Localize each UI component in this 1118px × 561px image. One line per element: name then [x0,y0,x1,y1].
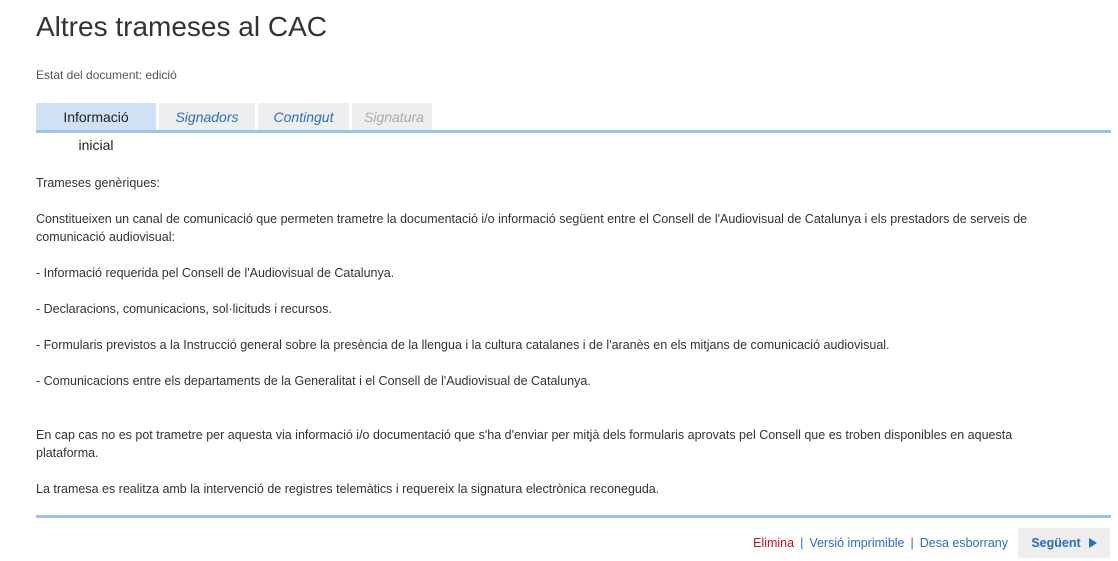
page-title: Altres trameses al CAC [36,11,327,42]
content-item: - Comunicacions entre els departaments de la Generalitat i el Consell de l'Audiovisual de Catalunya. [36,374,591,388]
separator: | [800,536,804,550]
form-actions [753,528,1110,558]
next-button-label: Següent [1031,536,1081,550]
content-item: - Formularis previstos a la Instrucció general sobre la presència de la llengua i la cultura catalanes i de l'aranès en els mitjans de comunicació audiovisual. [36,338,890,352]
tab-signatura: Signatura [352,103,432,131]
content-item: - Informació requerida pel Consell de l'Audiovisual de Catalunya. [36,266,395,280]
footer-divider [36,515,1111,518]
tab-signadors[interactable]: Signadors [159,103,255,131]
tabs-divider [36,130,1111,133]
intro-content [36,174,1076,516]
content-intro: Constitueixen un canal de comunicació que permeten trametre la documentació i/o informació següent entre el Consell de l'Audiovisual de Catalunya i els prestadors de serveis de comunicació audiovisual: [36,212,1028,244]
tab-contingut[interactable]: Contingut [258,103,349,131]
content-heading: Trameses genèriques: [36,176,160,190]
content-signature-note: La tramesa es realitza amb la intervenció de registres telemàtics i requereix la signatura electrònica reconeguda. [36,482,660,496]
content-item: - Declaracions, comunicacions, sol·licituds i recursos. [36,302,332,316]
save-draft-link[interactable]: Desa esborrany [919,536,1008,550]
document-state: Estat del document: edició [36,68,177,82]
content-restriction: En cap cas no es pot trametre per aquesta via informació i/o documentació que s'ha d'enviar per mitjà dels formularis aprovats pel Consell que es troben disponibles en aquesta plataforma. [36,428,1013,460]
tab-informacio-inicial[interactable]: Informació inicial [36,103,156,131]
step-tabs [36,103,432,153]
play-icon [1089,538,1097,548]
next-button[interactable] [1018,528,1110,558]
printable-version-link[interactable]: Versió imprimible [809,536,905,550]
delete-link[interactable]: Elimina [753,536,795,550]
separator: | [910,536,914,550]
